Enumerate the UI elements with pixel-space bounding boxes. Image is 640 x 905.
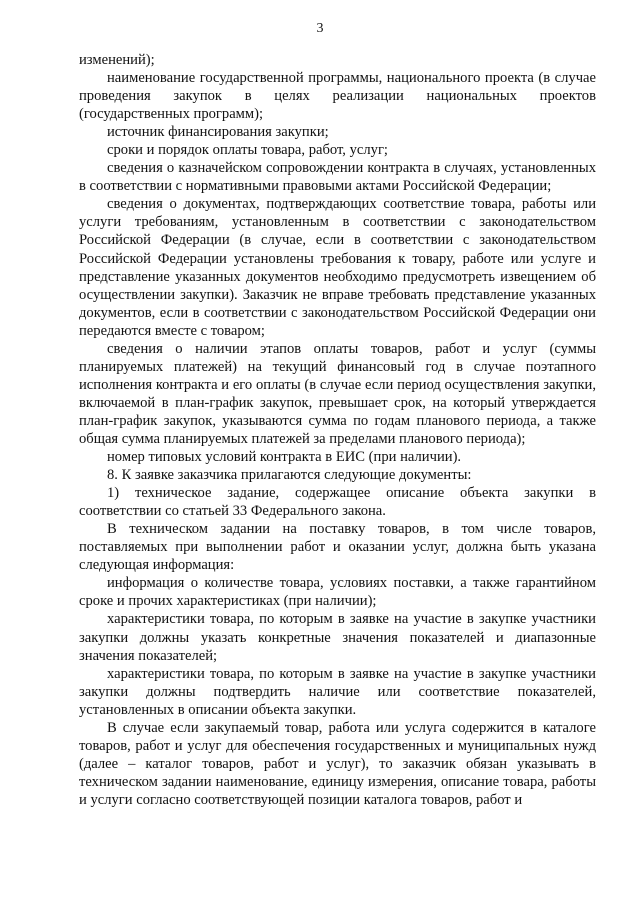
paragraph: В техническом задании на поставку товаров, в том числе товаров, поставляемых при выполнении работ и оказании услуг, должна быть указана следующая информация: xyxy=(79,521,596,574)
paragraph: сведения о наличии этапов оплаты товаров, работ и услуг (суммы планируемых платежей) на текущий финансовый год в случае поэтапного исполнения контракта и его оплаты (в случае если период осуществления закупки, включаемой в план-график закупок, превышает срок, на который утверждается план-график закупок, указываются сумма по годам планового периода, а также общая сумма планируемых платежей за пределами планового периода); xyxy=(79,340,596,447)
paragraph: информация о количестве товара, условиях поставки, а также гарантийном сроке и прочих характеристиках (при наличии); xyxy=(79,575,596,610)
paragraph: характеристики товара, по которым в заявке на участие в закупке участники закупки должны указать конкретные значения показателей и диапазонные значения показателей; xyxy=(79,611,596,664)
paragraph: источник финансирования закупки; xyxy=(107,124,329,141)
page-number: 3 xyxy=(316,21,324,36)
document-body xyxy=(79,51,596,809)
paragraph: сведения о документах, подтверждающих соответствие товара, работы или услуги требованиям, установленным в соответствии с законодательством Российской Федерации (в случае, если в соответствии с законодательством Российской Федерации установлены требования к товару, работе или услуге и представление указанных документов необходимо предусмотреть извещением об осуществлении закупки). Заказчик не вправе требовать представление указанных документов, если в соответствии с законодательством Российской Федерации они передаются вместе с товаром; xyxy=(79,196,596,339)
paragraph: 1) техническое задание, содержащее описание объекта закупки в соответствии со статьей 33 Федерального закона. xyxy=(79,485,596,520)
paragraph: сведения о казначейском сопровождении контракта в случаях, установленных в соответствии с нормативными правовыми актами Российской Федерации; xyxy=(79,160,596,195)
paragraph: изменений); xyxy=(79,52,155,68)
paragraph: характеристики товара, по которым в заявке на участие в закупке участники закупки должны подтвердить наличие или соответствие показателей, установленных в описании объекта закупки. xyxy=(79,665,596,718)
paragraph: В случае если закупаемый товар, работа или услуга содержится в каталоге товаров, работ и услуг для обеспечения государственных и муниципальных нужд (далее – каталог товаров, работ и услуг), то заказчик обязан указывать в техническом задании наименование, единицу измерения, описание товара, работы и услуги согласно соответствующей позиции каталога товаров, работ и xyxy=(79,719,596,808)
paragraph: сроки и порядок оплаты товара, работ, услуг; xyxy=(107,142,388,159)
paragraph: номер типовых условий контракта в ЕИС (при наличии). xyxy=(107,449,462,466)
paragraph: наименование государственной программы, национального проекта (в случае проведения закупок в целях реализации национальных проектов (государственных программ); xyxy=(79,70,596,123)
paragraph: 8. К заявке заказчика прилагаются следующие документы: xyxy=(107,467,472,484)
